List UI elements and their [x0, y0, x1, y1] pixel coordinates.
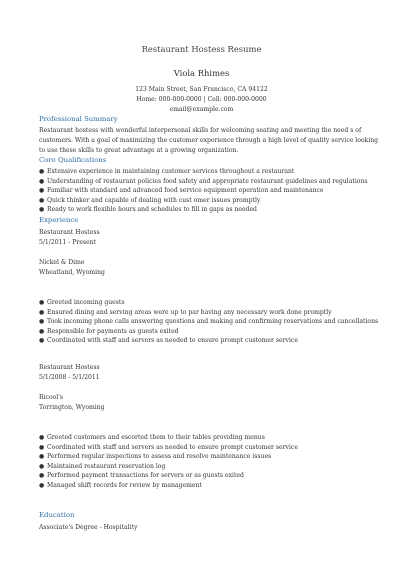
document-title: Restaurant Hostess Resume — [141, 44, 262, 54]
bullet-icon: ● — [39, 434, 45, 441]
bullet-icon: ● — [39, 206, 45, 214]
bullet-icon: ● — [39, 177, 45, 185]
list-item: ● Performed payment transactions for servers or as guests exited — [39, 472, 244, 480]
list-item: ● Coordinated with staff and servers as needed to ensure prompt customer service — [39, 337, 298, 345]
bullet-icon: ● — [39, 196, 45, 204]
job-dates: 5/1/2011 - Present — [39, 239, 97, 246]
list-item: ● Familiar with standard and advanced food service equipment operation and maintenance — [39, 187, 324, 195]
list-item: ● Greeted customers and escorted them to their tables providing menus — [39, 434, 265, 441]
list-item: ● Greeted incoming guests — [39, 299, 125, 306]
qualifications-heading: Core Qualifications — [39, 156, 107, 164]
list-item: ● Quick thinker and capable of dealing with cust omer issues promptly — [39, 196, 261, 204]
candidate-name: Viola Rhimes — [173, 68, 230, 78]
summary-line: customers. With a goal of maximizing the customer experience through a high level of quality service looking — [39, 137, 379, 144]
bullet-icon: ● — [39, 481, 45, 489]
bullet-icon: ● — [39, 337, 45, 345]
list-item: ● Responsible for payments as guests exited — [39, 327, 179, 335]
job-location: Wheatland, Wyoming — [39, 269, 105, 276]
summary-line: to use these skills to great advantage at a growing organization. — [39, 147, 239, 154]
list-item: ● Ensured dining and serving areas were up to par having any necessary work done promptly — [39, 308, 332, 316]
job-company: Ricool's — [39, 394, 64, 401]
list-item: ● Ready to work flexible hours and schedules to fill in gaps as needed — [39, 206, 257, 214]
bullet-icon: ● — [39, 443, 45, 451]
bullet-icon: ● — [39, 327, 45, 335]
job-duties-list — [39, 298, 378, 346]
job-location: Torrington, Wyoming — [39, 404, 105, 411]
job-company: Nickel & Dime — [39, 259, 85, 266]
list-item: ● Performed regular inspections to assess and resolve maintenance issues — [39, 453, 272, 461]
summary-line: Restaurant hostess with wonderful interpersonal skills for welcoming seating and meeting the need s of — [39, 127, 362, 134]
bullet-icon: ● — [39, 308, 45, 316]
bullet-icon: ● — [39, 299, 45, 306]
phone-line: Home: 000-000-0000 | Cell: 000-000-0000 — [136, 96, 267, 103]
bullet-icon: ● — [39, 462, 45, 470]
job-title: Restaurant Hostess — [39, 364, 100, 371]
email-line: email@example.com — [169, 106, 234, 113]
list-item: ● Maintained restaurant reservation log — [39, 462, 166, 470]
experience-heading: Experience — [39, 216, 79, 224]
list-item: ● Took incoming phone calls answering questions and making and confirming reservations and cancellations — [39, 318, 379, 326]
job-dates: 5/1/2008 - 5/1/2011 — [39, 374, 100, 381]
list-item: ● Coordinated with staff and servers as needed to ensure prompt customer service — [39, 443, 298, 451]
job-title: Restaurant Hostess — [39, 229, 100, 236]
bullet-icon: ● — [39, 472, 45, 480]
address-line: 123 Main Street, San Francisco, CA 94122 — [135, 86, 268, 93]
bullet-icon: ● — [39, 453, 45, 461]
education-degree: Associate's Degree - Hospitality — [39, 524, 138, 531]
list-item: ● Understanding of restaurant policies food safety and appropriate restaurant guidelines and regulations — [39, 177, 368, 185]
bullet-icon: ● — [39, 318, 45, 326]
bullet-icon: ● — [39, 187, 45, 195]
list-item: ● Extensive experience in maintaining customer services throughout a restaurant — [39, 168, 295, 175]
education-heading: Education — [39, 511, 75, 519]
job-duties-list — [39, 433, 298, 491]
list-item: ● Managed shift records for review by management — [39, 481, 202, 489]
summary-heading: Professional Summary — [39, 115, 118, 123]
qualifications-list — [39, 167, 368, 215]
bullet-icon: ● — [39, 168, 45, 175]
